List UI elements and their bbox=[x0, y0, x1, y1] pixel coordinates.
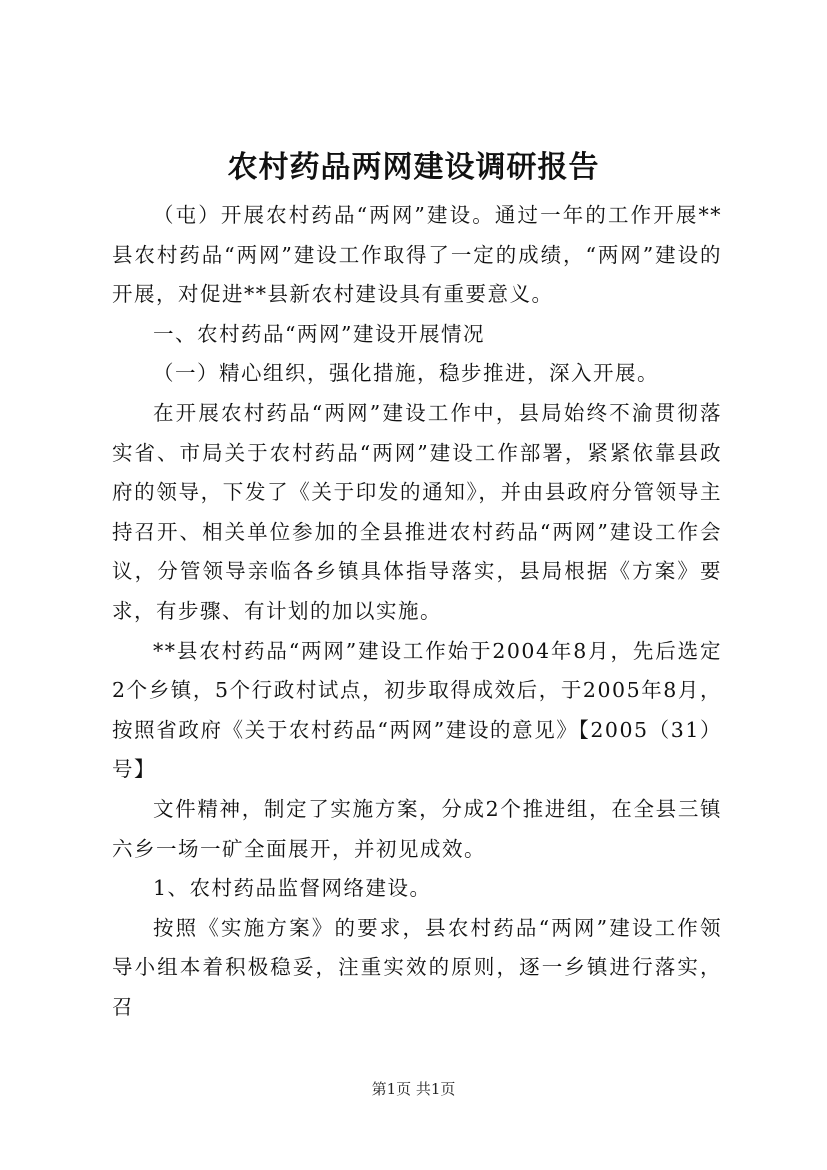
document-title: 农村药品两网建设调研报告 bbox=[227, 150, 600, 185]
paragraph: 文件精神，制定了实施方案，分成2个推进组，在全县三镇六乡一场一矿全面展开，并初见成效。 bbox=[112, 796, 722, 861]
paragraph: （屯）开展农村药品“两网”建设。通过一年的工作开展**县农村药品“两网”建设工作取得了一定的成绩，“两网”建设的开展，对促进**县新农村建设具有重要意义。 bbox=[112, 203, 722, 307]
paragraph: **县农村药品“两网”建设工作始于2004年8月，先后选定2个乡镇，5个行政村试点，初步取得成效后，于2005年8月，按照省政府《关于农村药品“两网”建设的意见》【2005（31）号】 bbox=[112, 638, 722, 782]
subsection-heading: 1、农村药品监督网络建设。 bbox=[153, 876, 432, 901]
section-heading: 一、农村药品“两网”建设开展情况 bbox=[153, 321, 485, 346]
paragraph: 按照《实施方案》的要求，县农村药品“两网”建设工作领导小组本着积极稳妥，注重实效的原则，逐一乡镇进行落实，召 bbox=[112, 915, 722, 1019]
paragraph: 在开展农村药品“两网”建设工作中，县局始终不渝贯彻落实省、市局关于农村药品“两网”建设工作部署，紧紧依靠县政府的领导，下发了《关于印发的通知》，并由县政府分管领导主持召开、相关单位参加的全县推进农村药品“两网”建设工作会议，分管领导亲临各乡镇具体指导落实，县局根据《方案》要求，有步骤、有计划的加以实施。 bbox=[112, 400, 722, 623]
subsection-heading: （一）精心组织，强化措施，稳步推进，深入开展。 bbox=[153, 361, 659, 386]
page-footer: 第1页 共1页 bbox=[371, 1080, 456, 1098]
document-body bbox=[112, 196, 722, 1027]
